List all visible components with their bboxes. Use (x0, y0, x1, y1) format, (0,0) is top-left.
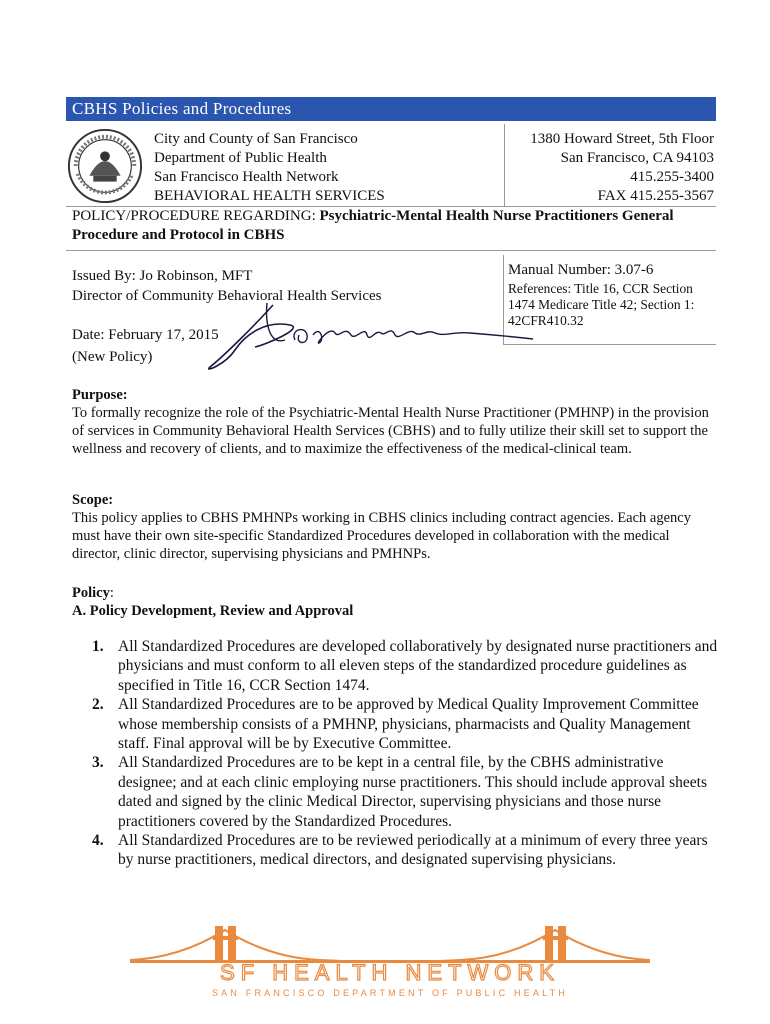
policy-heading: Policy (72, 585, 110, 601)
item-number: 1. (92, 638, 104, 655)
item-number: 3. (92, 754, 104, 772)
item-text: All Standardized Procedures are developed collaboratively by designated nurse practitioners and physicians and must conform to all eleven steps of the standardized procedure guidelines as specified in Title 16, CCR Section 1474. (118, 638, 718, 694)
purpose-heading: Purpose: (72, 387, 128, 403)
logo-sub-text: SAN FRANCISCO DEPARTMENT OF PUBLIC HEALTH (211, 988, 569, 998)
title-divider (66, 250, 716, 251)
policy-name: Psychiatric-Mental Health Nurse Practitioners General Procedure and Protocol in CBHS (72, 208, 674, 243)
address-block (530, 130, 714, 206)
org-line: BEHAVIORAL HEALTH SERVICES (154, 188, 385, 204)
document-header (66, 124, 716, 207)
purpose-text: To formally recognize the role of the Psychiatric-Mental Health Nurse Practitioner (PMHNP) in the provision of services in Community Behavioral Health Services (CBHS) and to fully utilize their skill set to support the wellness and recovery of clients, and to maximize the effectiveness of the medical-clinical team. (72, 405, 709, 457)
org-line: City and County of San Francisco (154, 131, 358, 147)
address-fax: FAX 415.255-3567 (597, 188, 714, 204)
header-divider (504, 124, 505, 206)
policy-prefix: POLICY/PROCEDURE REGARDING: (72, 208, 316, 224)
issue-date: Date: February 17, 2015 (72, 327, 219, 343)
issuer-role: Director of Community Behavioral Health Services (72, 288, 382, 304)
policy-title (72, 207, 712, 245)
handwritten-signature (195, 295, 535, 375)
manual-block (508, 261, 713, 329)
manual-number: Manual Number: 3.07-6 (508, 262, 654, 278)
logo-main-text: SF HEALTH NETWORK (220, 960, 560, 985)
list-item (92, 637, 722, 695)
scope-heading: Scope: (72, 492, 114, 508)
item-text: All Standardized Procedures are to be approved by Medical Quality Improvement Committee whose membership consists of a PMHNP, physicians, pharmacists and Quality Management staff. Final approval will be by Executive Committee. (118, 696, 699, 753)
references: References: Title 16, CCR Section 1474 Medicare Title 42; Section 1: 42CFR410.32 (508, 281, 695, 328)
purpose-section (72, 386, 712, 458)
item-text: All Standardized Procedures are to be reviewed periodically at a minimum of every three years by nurse practitioners, medical directors, and designated supervising physicians. (118, 832, 708, 869)
list-item (92, 753, 722, 831)
issued-by: Issued By: Jo Robinson, MFT (72, 268, 253, 284)
item-number: 4. (92, 832, 104, 850)
org-line: San Francisco Health Network (154, 169, 339, 185)
policy-heading-colon: : (109, 585, 114, 601)
address-city: San Francisco, CA 94103 (560, 150, 714, 166)
org-line: Department of Public Health (154, 150, 327, 166)
city-seal-icon (66, 127, 144, 205)
list-item (92, 695, 722, 753)
address-phone: 415.255-3400 (630, 169, 714, 185)
list-item (92, 831, 722, 870)
policy-status: (New Policy) (72, 349, 153, 365)
policy-subheading: A. Policy Development, Review and Approval (72, 603, 354, 619)
organization-block (154, 130, 385, 206)
address-street: 1380 Howard Street, 5th Floor (530, 131, 714, 147)
item-text: All Standardized Procedures are to be kept in a central file, by the CBHS administrative designee; and at each clinic employing nurse practitioners. This should include approval sheets dated and signed by the clinic Medical Director, supervising physicians and those nurse practitioners covered by the Standardized Procedures. (118, 754, 707, 830)
procedure-list (92, 637, 722, 870)
item-number: 2. (92, 696, 104, 714)
sf-health-network-logo (120, 920, 660, 1020)
policy-section (72, 584, 712, 620)
scope-text: This policy applies to CBHS PMHNPs working in CBHS clinics including contract agencies. Each agency must have their own site-specific Standardized Procedures developed in collaboration with the medical director, clinic director, supervising physicians and PMHNPs. (72, 510, 691, 562)
scope-section (72, 491, 712, 563)
document-banner: CBHS Policies and Procedures (66, 97, 716, 121)
